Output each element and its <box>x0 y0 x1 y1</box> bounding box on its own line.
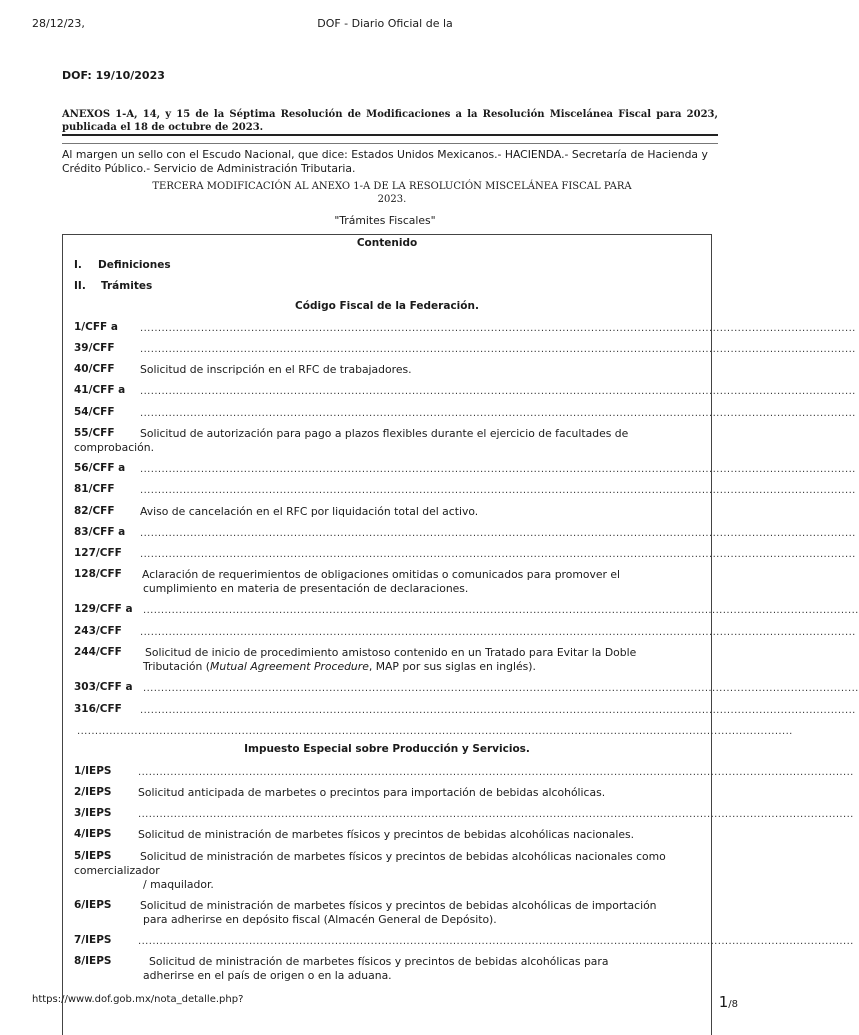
leader-dots: ........................................................................................................................................................................................................ <box>140 705 856 716</box>
entry-code: 243/CFF <box>74 625 122 637</box>
leader-dots: ........................................................................................................................................................................................................ <box>140 528 856 539</box>
leader-dots: ........................................................................................................................................................................................................ <box>140 464 856 475</box>
margin-note <box>62 148 722 176</box>
entry-code: 316/CFF <box>74 703 122 715</box>
entry-code: 40/CFF <box>74 363 115 375</box>
leader-dots: ........................................................................................................................................................................................................ <box>140 386 856 397</box>
text-fragment: , MAP por sus siglas en inglés). <box>368 660 536 673</box>
entry-description: Solicitud de inicio de procedimiento amistoso contenido en un Tratado para Evitar la Doble <box>145 646 637 659</box>
leader-dots: ........................................................................................................................................................................................................ <box>140 323 856 334</box>
footer-url: https://www.dof.gob.mx/nota_detalle.php? <box>32 994 244 1005</box>
entry-code: 4/IEPS <box>74 828 112 840</box>
entry-code: 56/CFF a <box>74 462 126 474</box>
page-number <box>719 993 738 1011</box>
leader-dots: ........................................................................................................................................................................................................ <box>140 485 856 496</box>
entry-description: Solicitud de ministración de marbetes físicos y precintos de bebidas alcohólicas para <box>149 955 609 968</box>
entry-description-cont <box>143 660 536 673</box>
contents-box <box>62 234 859 1035</box>
entry-code: 244/CFF <box>74 646 122 658</box>
leader-dots: ........................................................................................................................................................................................................ <box>138 809 854 820</box>
entry-code: 3/IEPS <box>74 807 112 819</box>
contents-item-tramites: Trámites <box>101 280 153 292</box>
dof-date: DOF: 19/10/2023 <box>62 69 165 82</box>
entry-code: 55/CFF <box>74 427 115 439</box>
entry-code: 127/CFF <box>74 547 122 559</box>
entry-description-cont: adherirse en el país de origen o en la aduana. <box>143 969 392 982</box>
entry-description: Aclaración de requerimientos de obligaciones omitidas o comunicados para promover el <box>142 568 621 581</box>
entry-code: 1/CFF a <box>74 321 118 333</box>
entry-code: 5/IEPS <box>74 850 112 862</box>
entry-description: Aviso de cancelación en el RFC por liquidación total del activo. <box>140 505 479 518</box>
cff-section-title: Código Fiscal de la Federación. <box>295 300 479 312</box>
page-current: 1 <box>718 993 729 1011</box>
entry-description: Solicitud de inscripción en el RFC de trabajadores. <box>140 363 412 376</box>
margin-note-line1: Al margen un sello con el Escudo Nacional, que dice: Estados Unidos Mexicanos.- HACIENDA.- Secretaría de Hacienda y <box>62 148 708 161</box>
entry-description: Solicitud de ministración de marbetes físicos y precintos de bebidas alcohólicas de importación <box>140 899 657 912</box>
entry-description-cont: para adherirse en depósito fiscal (Almacén General de Depósito). <box>143 913 497 926</box>
leader-dots: ........................................................................................................................................................................................................ <box>143 683 859 694</box>
divider-thin <box>62 143 718 144</box>
entry-description-cont: cumplimiento en materia de presentación de declaraciones. <box>143 582 469 595</box>
leader-dots: ........................................................................................................................................................................................................ <box>77 726 793 737</box>
leader-dots: ........................................................................................................................................................................................................ <box>140 627 856 638</box>
margin-note-line2: Crédito Público.- Servicio de Administración Tributaria. <box>62 162 356 175</box>
contents-item-num: II. <box>74 280 86 292</box>
entry-code: 81/CFF <box>74 483 115 495</box>
entry-description: Solicitud de autorización para pago a plazos flexibles durante el ejercicio de facultades de <box>140 427 629 440</box>
text-fragment-italic: Mutual Agreement Procedure <box>210 660 369 673</box>
entry-description: Solicitud anticipada de marbetes o precintos para importación de bebidas alcohólicas. <box>138 786 606 799</box>
entry-code: 41/CFF a <box>74 384 126 396</box>
page-total: /8 <box>728 999 738 1010</box>
divider-thick <box>62 134 718 136</box>
ieps-section-title: Impuesto Especial sobre Producción y Servicios. <box>244 743 530 755</box>
tercera-heading <box>132 180 652 206</box>
entry-code: 128/CFF <box>74 568 122 580</box>
leader-dots: ........................................................................................................................................................................................................ <box>143 605 859 616</box>
leader-dots: ........................................................................................................................................................................................................ <box>140 408 856 419</box>
entry-description: Solicitud de ministración de marbetes físicos y precintos de bebidas alcohólicas nacionales. <box>138 828 635 841</box>
print-title: DOF - Diario Oficial de la <box>317 17 453 30</box>
entry-description-cont: comercializador <box>74 864 160 877</box>
tramites-title: "Trámites Fiscales" <box>334 214 436 227</box>
leader-dots: ........................................................................................................................................................................................................ <box>140 549 856 560</box>
entry-description: Solicitud de ministración de marbetes físicos y precintos de bebidas alcohólicas nacionales como <box>140 850 666 863</box>
entry-code: 83/CFF a <box>74 526 126 538</box>
contents-title: Contenido <box>356 237 418 249</box>
entry-code: 303/CFF a <box>74 681 133 693</box>
contents-item-num: I. <box>74 259 82 271</box>
tercera-heading-line2: 2023. <box>377 194 407 205</box>
print-date: 28/12/23, <box>32 17 85 30</box>
entry-code: 1/IEPS <box>74 765 112 777</box>
entry-code: 6/IEPS <box>74 899 112 911</box>
entry-code: 39/CFF <box>74 342 115 354</box>
entry-code: 2/IEPS <box>74 786 112 798</box>
annex-title: ANEXOS 1-A, 14, y 15 de la Séptima Resolución de Modificaciones a la Resolución Miscelánea Fiscal para 2023, publicada el 18 de octubre de 2023. <box>62 109 718 133</box>
entry-code: 7/IEPS <box>74 934 112 946</box>
leader-dots: ........................................................................................................................................................................................................ <box>140 344 856 355</box>
contents-item-definiciones: Definiciones <box>98 259 171 271</box>
leader-dots: ........................................................................................................................................................................................................ <box>138 767 854 778</box>
entry-description-cont: comprobación. <box>74 441 155 454</box>
entry-code: 8/IEPS <box>74 955 112 967</box>
leader-dots: ........................................................................................................................................................................................................ <box>138 936 854 947</box>
entry-description-cont: / maquilador. <box>143 878 214 891</box>
entry-code: 54/CFF <box>74 406 115 418</box>
entry-code: 129/CFF a <box>74 603 133 615</box>
entry-code: 82/CFF <box>74 505 115 517</box>
tercera-heading-line1: TERCERA MODIFICACIÓN AL ANEXO 1-A DE LA RESOLUCIÓN MISCELÁNEA FISCAL PARA <box>152 181 632 192</box>
text-fragment: Tributación ( <box>143 660 211 673</box>
